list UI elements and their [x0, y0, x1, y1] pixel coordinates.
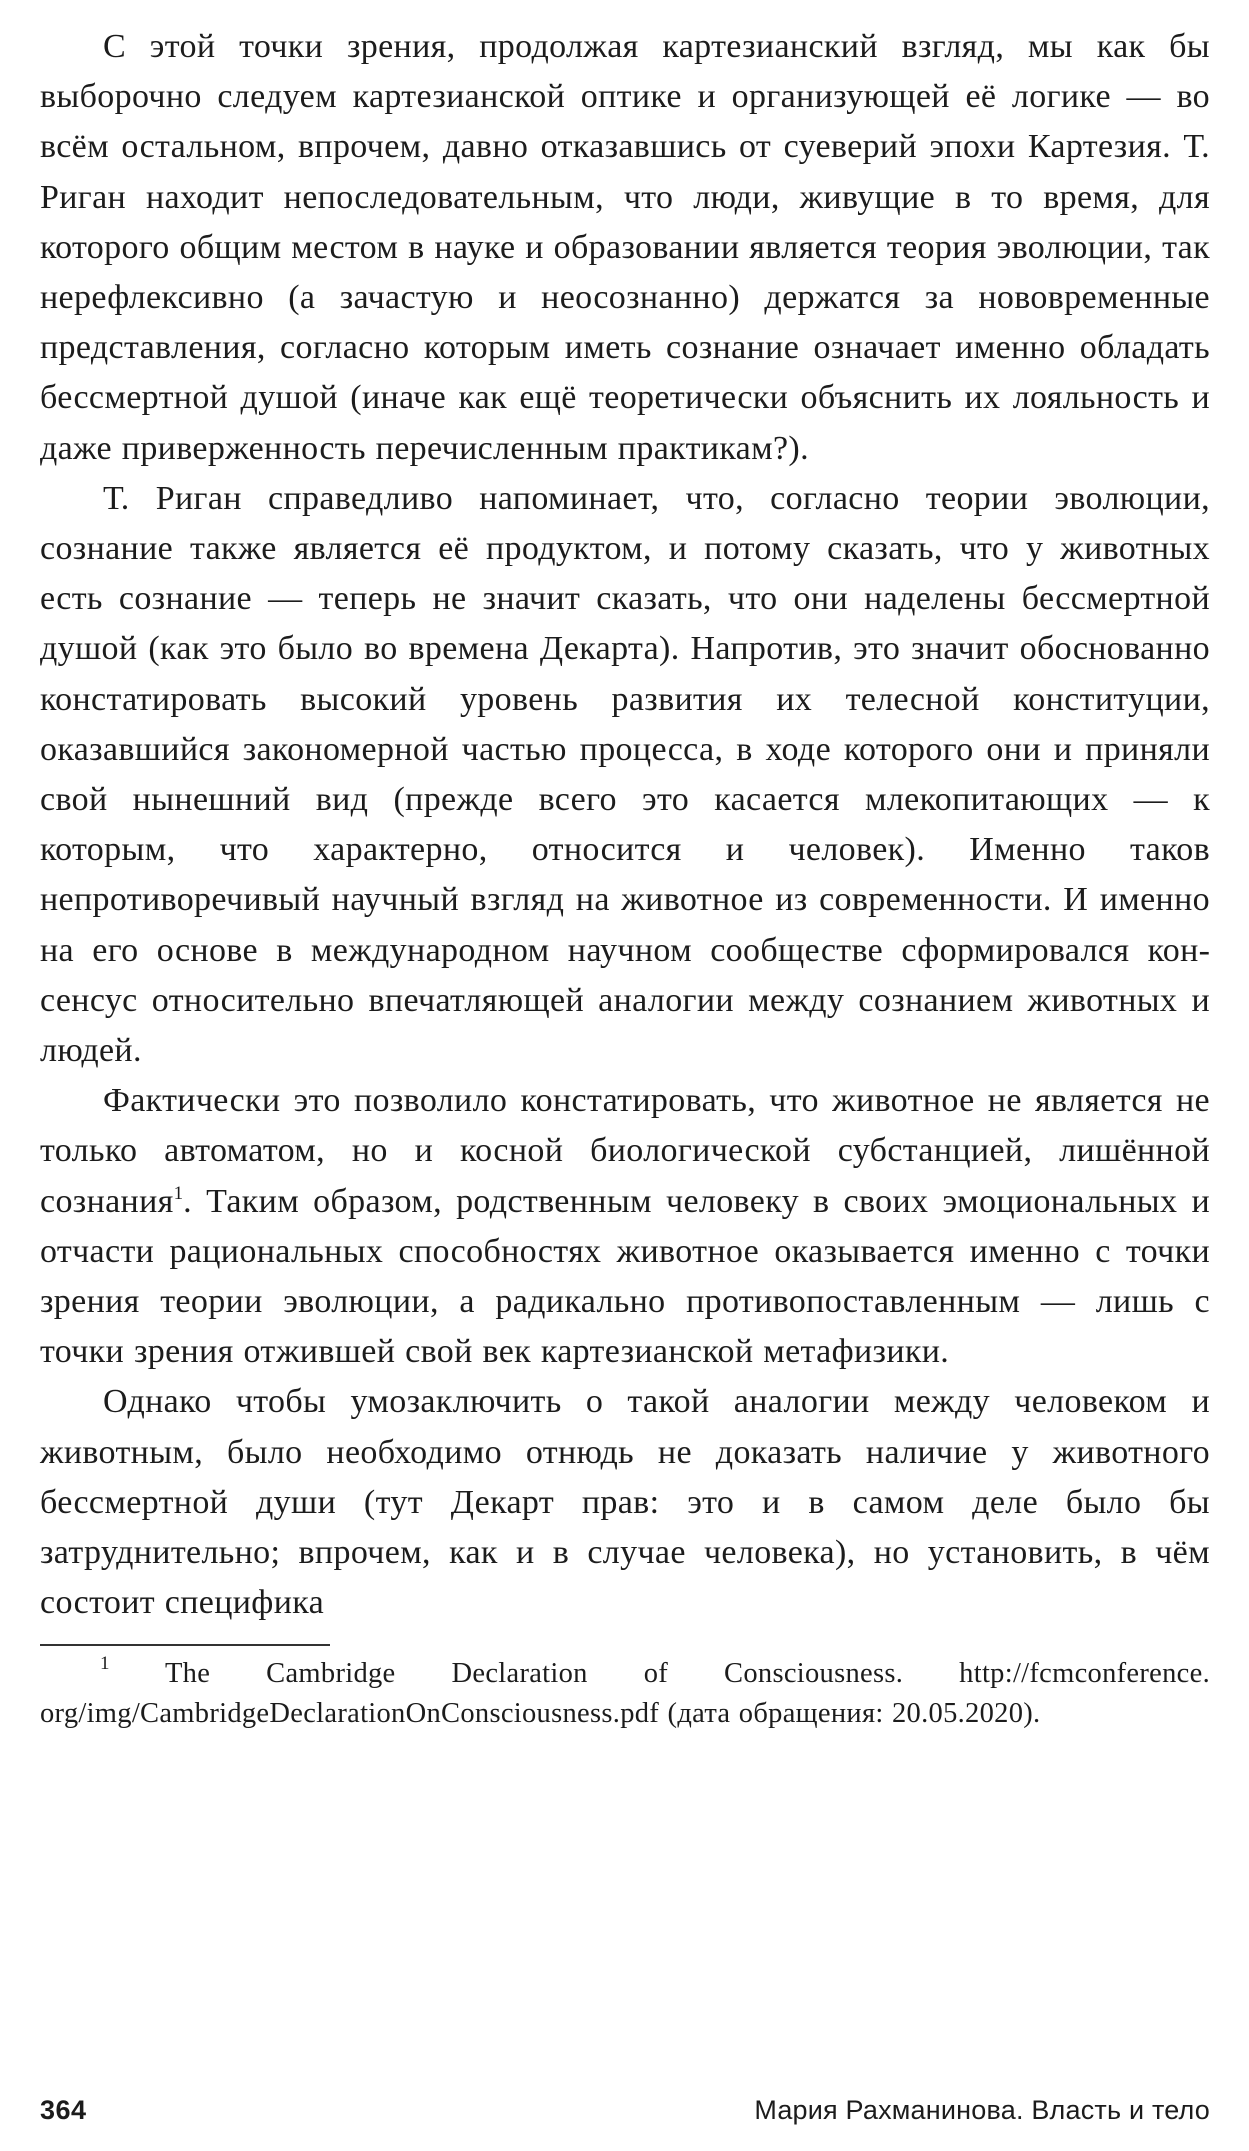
running-title: Мария Рахманинова. Власть и тело	[754, 2095, 1210, 2125]
footnote-text: The Cambridge Declaration of Consciousness. http://fcmconference.​org/img/CambridgeDeclarationOnConsciousness.pdf (дата обращения: 20.05.2020).	[40, 1657, 1210, 1729]
paragraph-3-text-after-note: . Таким образом, родственным человеку в своих эмоциональных и отчасти рациональных способностях животное оказывается именно с точки зрения теории эволюции, а радикально противопоставленным — лишь с точки зрения отжившей свой век картезианской метафизики.	[40, 1182, 1210, 1371]
footnote-number: 1	[100, 1652, 110, 1674]
page-number: 364	[40, 2095, 87, 2125]
book-page	[40, 22, 1210, 2132]
paragraph-3	[40, 1076, 1210, 1377]
footnote-reference: 1	[173, 1182, 184, 1204]
paragraph-3-text-before-note: Фактически это позволило констатировать, что животное не является не только автоматом, но и косной биологической субстанцией, лишённой сознания	[40, 1082, 1210, 1220]
paragraph-2: Т. Риган справедливо напоминает, что, согласно теории эволюции, сознание также является её продуктом, и потому сказать, что у животных есть сознание — теперь не значит сказать, что они наделены бессмертной душой (как это было во времена Декарта). Напротив, это значит обоснованно констатировать высокий уровень развития их телесной конституции, оказавшийся закономерной частью процесса, в ходе которого они и приняли свой нынешний вид (прежде всего это касается млекопитающих — к которым, что характерно, относится и человек). Именно таков непротиворечивый научный взгляд на животное из современности. И именно на его основе в международном научном сообществе сформировался консенсус относительно впечатляющей аналогии между сознанием животных и людей.	[40, 479, 1210, 1070]
footnote-divider	[40, 1644, 330, 1646]
paragraph-4: Однако чтобы умозаключить о такой аналогии между человеком и животным, было необходимо отнюдь не доказать наличие у животного бессмертной души (тут Декарт прав: это и в самом деле было бы затруднительно; впрочем, как и в случае человека), но установить, в чём состоит специфика	[40, 1383, 1210, 1622]
paragraph-1: С этой точки зрения, продолжая картезианский взгляд, мы как бы выборочно следуем картезианской оптике и организующей её логике — во всём остальном, впрочем, давно отказавшись от суеверий эпохи Картезия. Т. Риган находит непоследовательным, что люди, живущие в то время, для которого общим местом в науке и образовании является теория эволюции, так нерефлексивно (а зачастую и неосознанно) держатся за нововременные представления, согласно которым иметь сознание означает именно обладать бессмертной душой (иначе как ещё теоретически объяснить их лояльность и даже приверженность перечисленным практикам?).	[40, 28, 1210, 467]
main-text	[40, 22, 1210, 1629]
footnote	[40, 1654, 1210, 1734]
page-footer	[40, 2095, 1210, 2126]
